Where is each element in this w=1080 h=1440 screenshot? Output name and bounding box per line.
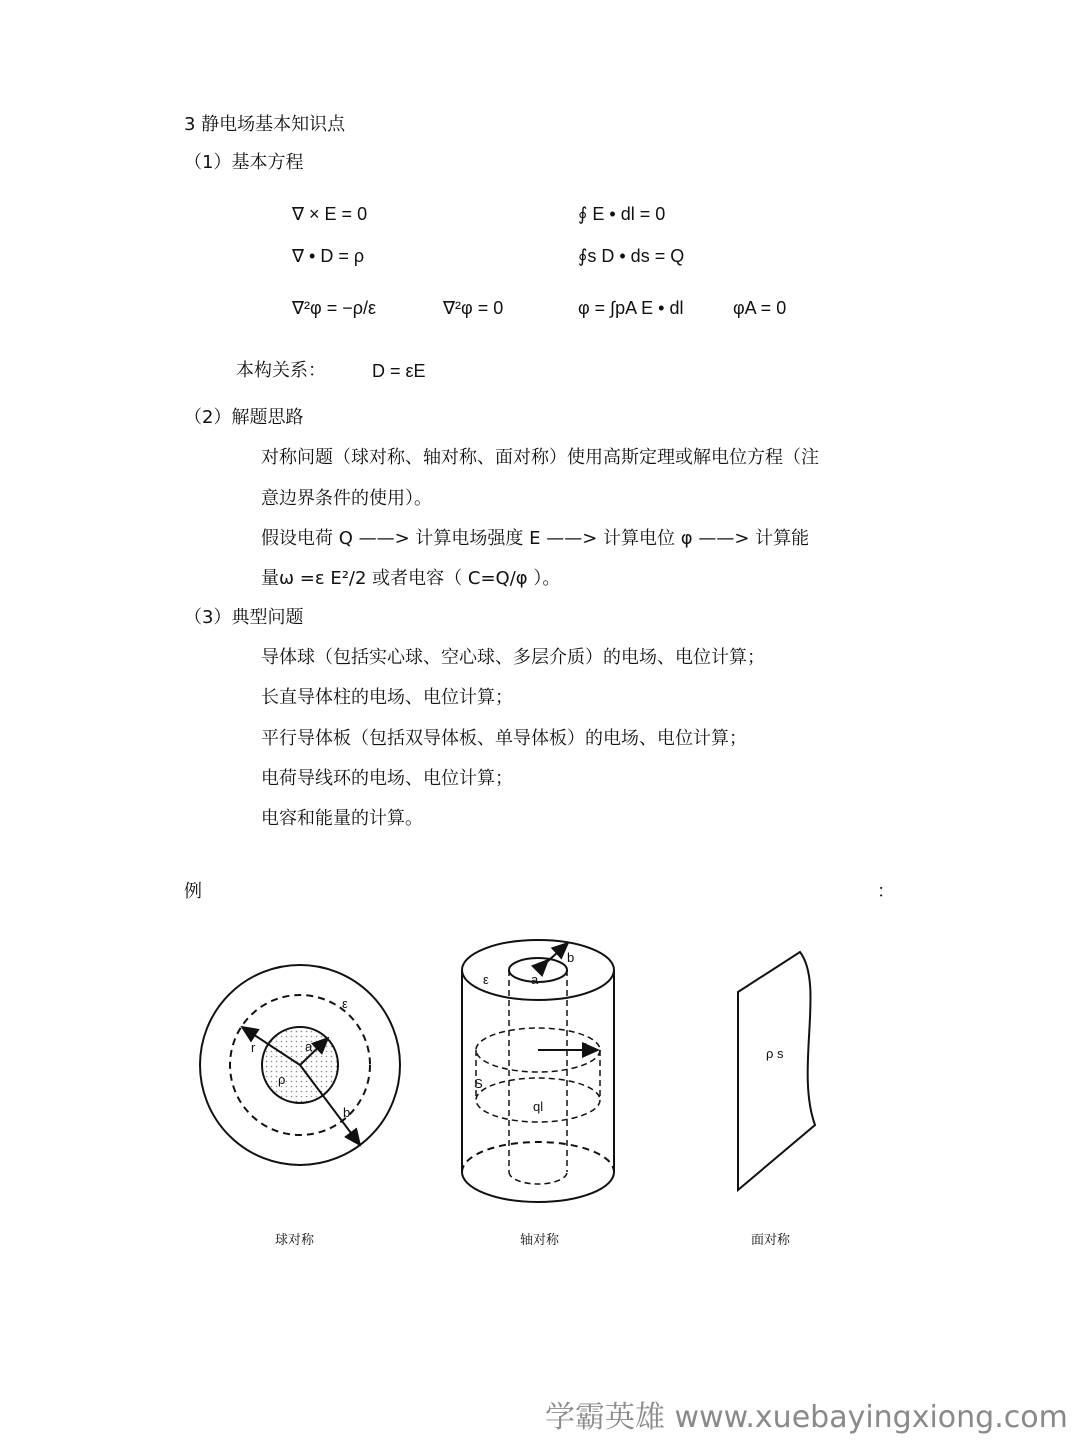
cylinder-bottom-front	[462, 1172, 614, 1202]
sphere-label-b: b	[343, 1105, 351, 1120]
section3-title: （3）典型问题	[184, 607, 304, 628]
cylinder-bottom-back	[462, 1142, 614, 1172]
example-colon: ：	[877, 881, 895, 902]
problem-item: 长直导体柱的电场、电位计算；	[261, 687, 513, 708]
radius-b-arrow	[538, 943, 568, 970]
approach-line-2: 意边界条件的使用）。	[261, 488, 432, 509]
sphere-figure	[200, 965, 400, 1165]
section2-title: （2）解题思路	[184, 407, 304, 428]
sphere-label-r: r	[251, 1040, 256, 1055]
sphere-label-a: a	[305, 1039, 313, 1054]
caption-sphere: 球对称	[275, 1233, 315, 1248]
equation-reference-potential: φA = 0	[733, 298, 787, 318]
approach-line-3: 假设电荷 Q ——> 计算电场强度 E ——> 计算电位 φ ——> 计算能	[261, 528, 810, 549]
problem-item: 电荷导线环的电场、电位计算；	[261, 768, 513, 789]
example-label: 例	[184, 881, 202, 902]
equation-poisson: ∇²φ = −ρ/ε	[292, 298, 376, 318]
watermark: 学霸英雄 www.xuebayingxiong.com	[545, 1400, 1068, 1435]
plane-figure	[738, 952, 815, 1190]
problem-item: 导体球（包括实心球、空心球、多层介质）的电场、电位计算；	[261, 647, 765, 668]
problem-item: 电容和能量的计算。	[261, 808, 423, 829]
charged-plane	[738, 952, 815, 1190]
equation-loop-integral-e: ∮ E • dl = 0	[578, 204, 666, 224]
approach-line-4: 量ω =ε E²/2 或者电容（ C=Q/φ ）。	[261, 568, 561, 589]
cylinder-label-r: r	[582, 1038, 587, 1053]
equation-laplace: ∇²φ = 0	[443, 298, 504, 318]
plane-label-rho-s: ρ s	[766, 1046, 784, 1061]
approach-line-1: 对称问题（球对称、轴对称、面对称）使用高斯定理或解电位方程（注	[261, 447, 819, 468]
equation-curl-e: ∇ × E = 0	[292, 204, 368, 224]
constitutive-equation: D = εE	[372, 361, 426, 381]
equation-gauss-law: ∮s D • ds = Q	[578, 246, 685, 266]
cylinder-label-a: a	[531, 972, 539, 987]
caption-plane: 面对称	[751, 1233, 791, 1248]
equation-div-d: ∇ • D = ρ	[292, 246, 365, 266]
problem-item: 平行导体板（包括双导体板、单导体板）的电场、电位计算；	[261, 728, 747, 749]
constitutive-label: 本构关系：	[236, 360, 326, 381]
cylinder-label-b: b	[567, 950, 575, 965]
cylinder-label-ql: ql	[533, 1099, 544, 1114]
cylinder-label-s: S	[474, 1076, 483, 1091]
cylinder-label-eps: ε	[483, 972, 489, 987]
section1-title: （1）基本方程	[184, 152, 304, 173]
equation-potential-integral: φ = ∫pA E • dl	[578, 298, 684, 318]
caption-cylinder: 轴对称	[520, 1233, 560, 1248]
section-heading: 3 静电场基本知识点	[184, 114, 346, 135]
sphere-label-eps: ε	[342, 996, 348, 1011]
sphere-label-rho: ρ	[278, 1072, 286, 1087]
